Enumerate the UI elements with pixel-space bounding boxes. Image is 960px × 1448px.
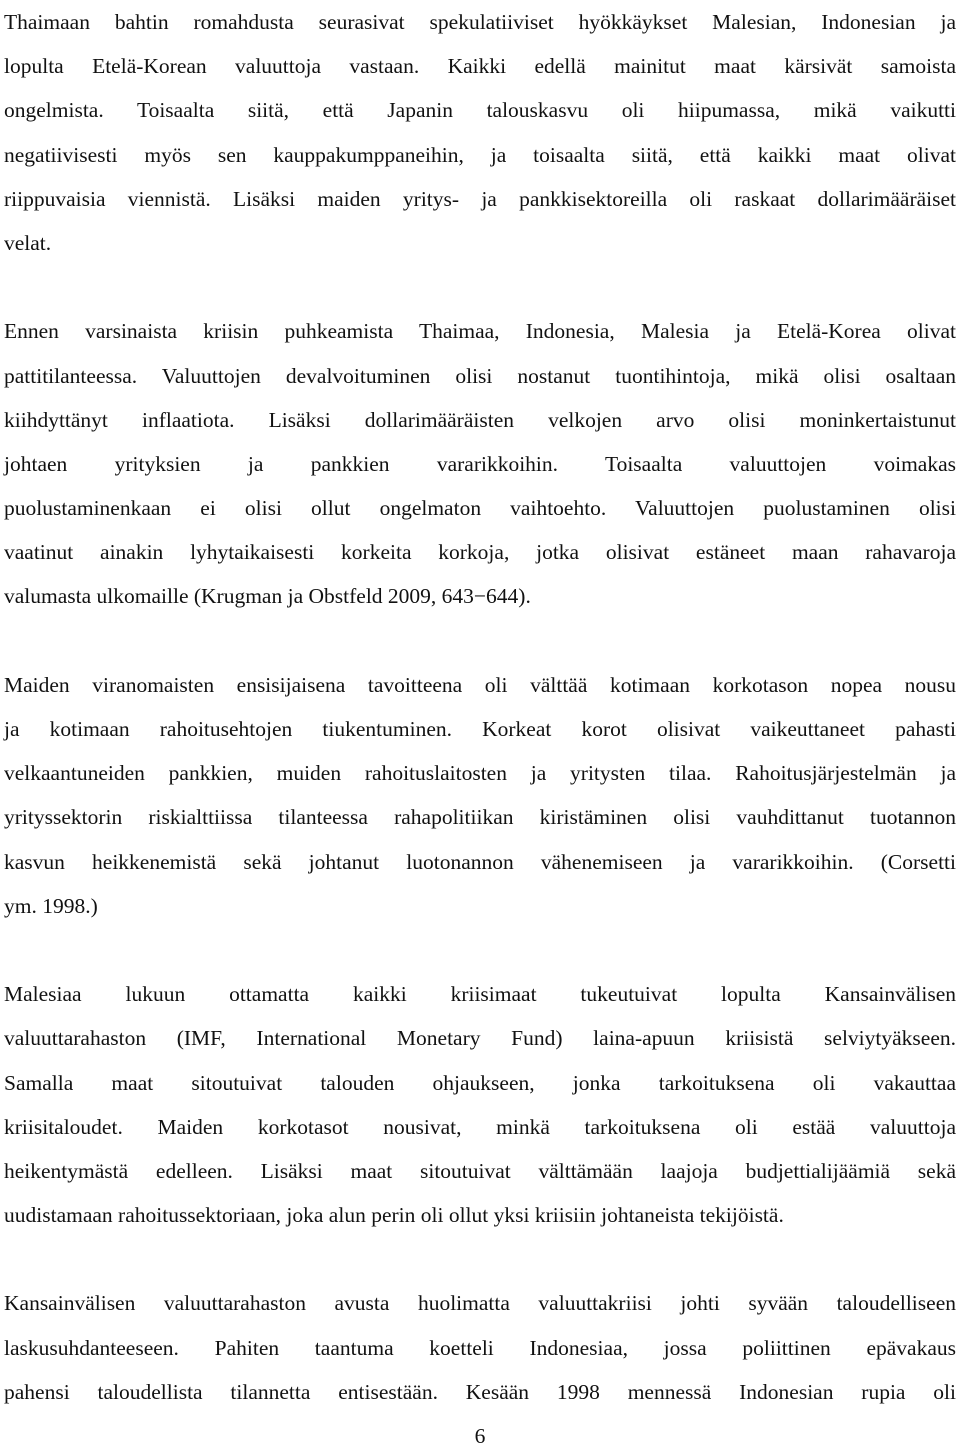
- text-line: Ennen varsinaista kriisin puhkeamista Thaimaa, Indonesia, Malesia ja Etelä-Korea olivat: [4, 319, 956, 344]
- text-line: ja kotimaan rahoitusehtojen tiukentuminen. Korkeat korot olisivat vaikeuttaneet pahasti: [4, 717, 956, 741]
- text-line: lopulta Etelä-Korean valuuttoja vastaan. Kaikki edellä mainitut maat kärsivät samoista: [4, 54, 956, 79]
- text-line: kriisitaloudet. Maiden korkotasot nousivat, minkä tarkoituksena oli estää valuuttoja: [4, 1114, 956, 1139]
- text-line: ongelmista. Toisaalta siitä, että Japanin talouskasvu oli hiipumassa, mikä vaikutti: [4, 98, 956, 123]
- text-line: uudistamaan rahoitussektoriaan, joka alun perin oli ollut yksi kriisiin johtaneista tekijöistä.: [4, 1203, 784, 1228]
- text-line: kasvun heikkenemistä sekä johtanut luotonannon vähenemiseen ja vararikkoihin. (Corsetti: [4, 849, 956, 874]
- text-line: Maiden viranomaisten ensisijaisena tavoitteena oli välttää kotimaan korkotason nopea nousu: [4, 672, 956, 697]
- text-line: kiihdyttänyt inflaatiota. Lisäksi dollarimääräisten velkojen arvo olisi moninkertaistunut: [4, 407, 956, 432]
- text-line: ym. 1998.): [4, 893, 98, 918]
- text-line: vaatinut ainakin lyhytaikaisesti korkeita korkoja, jotka olisivat estäneet maan rahavaroja: [4, 540, 956, 565]
- paragraph-asian-crisis-spread: [4, 0, 956, 265]
- paragraph-spacer: [4, 265, 956, 309]
- text-line: negatiivisesti myös sen kauppakumppaneihin, ja toisaalta siitä, että kaikki maat olivat: [4, 142, 956, 167]
- text-line: puolustaminenkaan ei olisi ollut ongelmaton vaihtoehto. Valuuttojen puolustaminen olisi: [4, 496, 956, 521]
- document-page: [4, 0, 956, 1414]
- text-line: Kansainvälisen valuuttarahaston avusta huolimatta valuuttakriisi johti syvään taloudelliseen: [4, 1291, 956, 1316]
- text-line: riippuvaisia viennistä. Lisäksi maiden yritys- ja pankkisektoreilla oli raskaat dollarimääräiset: [4, 186, 956, 211]
- text-line: laskusuhdanteeseen. Pahiten taantuma koetteli Indonesiaa, jossa poliittinen epävakaus: [4, 1335, 956, 1360]
- text-line: johtaen yrityksien ja pankkien vararikkoihin. Toisaalta valuuttojen voimakas: [4, 451, 956, 476]
- text-line: valumasta ulkomaille (Krugman ja Obstfeld 2009, 643−644).: [4, 584, 531, 609]
- text-line: velkaantuneiden pankkien, muiden rahoituslaitosten ja yritysten tilaa. Rahoitusjärjestelmän ja: [4, 761, 956, 786]
- page-number: 6: [474, 1424, 486, 1448]
- text-line: heikentymästä edelleen. Lisäksi maat sitoutuivat välttämään laajoja budjettialijäämiä sekä: [4, 1158, 956, 1183]
- text-line: Malesiaa lukuun ottamatta kaikki kriisimaat tukeutuivat lopulta Kansainvälisen: [4, 982, 956, 1007]
- paragraph-imf-support: [4, 972, 956, 1237]
- text-line: Thaimaan bahtin romahdusta seurasivat spekulatiiviset hyökkäykset Malesian, Indonesian ja: [4, 10, 956, 34]
- paragraph-spacer: [4, 1237, 956, 1281]
- paragraph-deadlock: [4, 309, 956, 618]
- text-line: Samalla maat sitoutuivat talouden ohjaukseen, jonka tarkoituksena oli vakauttaa: [4, 1070, 956, 1095]
- text-line: yrityssektorin riskialttiissa tilanteessa rahapolitiikan kiristäminen olisi vauhdittanut tuotannon: [4, 805, 956, 830]
- paragraph-spacer: [4, 928, 956, 972]
- paragraph-recession: [4, 1281, 956, 1414]
- text-line: velat.: [4, 230, 52, 255]
- text-line: pattitilanteessa. Valuuttojen devalvoituminen olisi nostanut tuontihintoja, mikä olisi osaltaan: [4, 363, 956, 388]
- text-line: valuuttarahaston (IMF, International Monetary Fund) laina-apuun kriisistä selviytyäkseen.: [4, 1026, 956, 1051]
- paragraph-authorities-goal: [4, 663, 956, 928]
- paragraph-spacer: [4, 619, 956, 663]
- text-line: pahensi taloudellista tilannetta entisestään. Kesään 1998 mennessä Indonesian rupia oli: [4, 1379, 956, 1404]
